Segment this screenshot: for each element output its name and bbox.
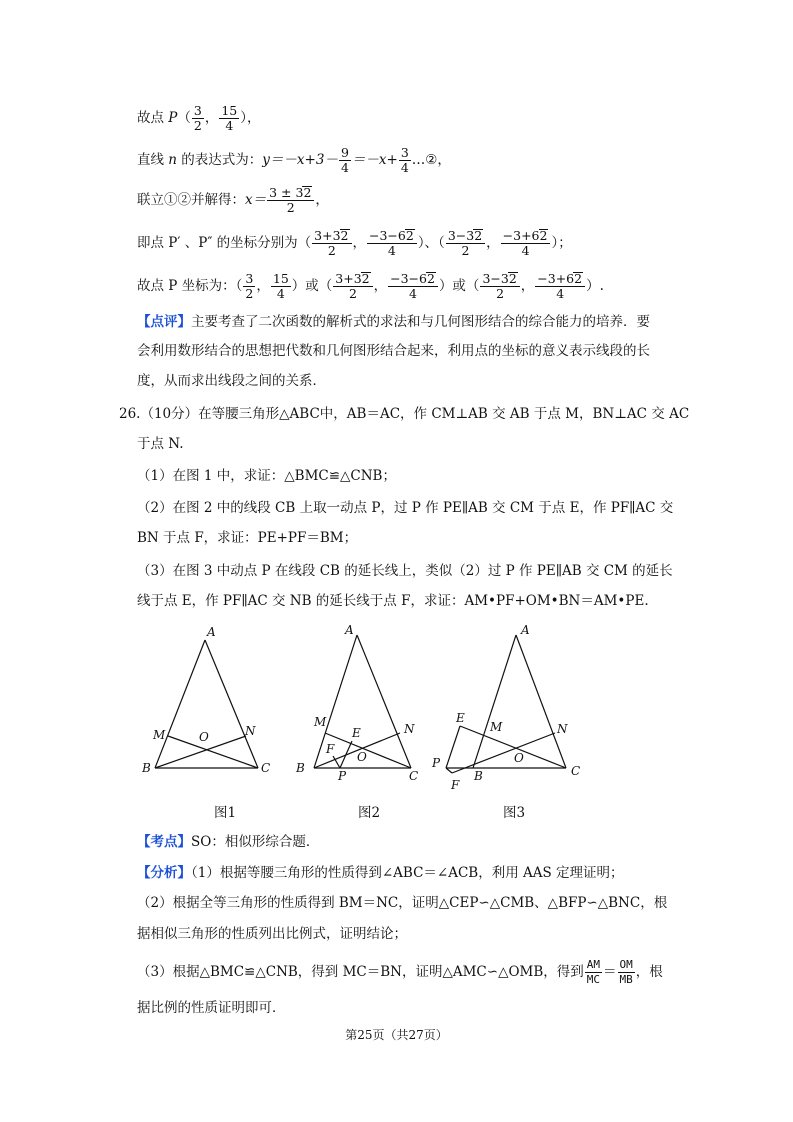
question-26-line-2: 于点 N.	[137, 436, 184, 452]
sqrt: 2	[426, 271, 435, 286]
den: 4	[400, 160, 409, 175]
num: 9	[340, 145, 349, 160]
fig1-label-a: A	[207, 625, 216, 639]
fig3-label-o: O	[514, 751, 524, 765]
fig2-label-e: E	[352, 726, 361, 740]
fraction	[267, 186, 314, 215]
comma: ，	[204, 110, 219, 126]
equation: ＝－x+	[351, 152, 398, 168]
comma: ，	[256, 278, 270, 294]
den: MC	[586, 973, 601, 986]
text: ）、（	[417, 235, 445, 251]
equals: ＝	[603, 964, 617, 980]
fraction	[243, 272, 255, 301]
sqrt: 2	[574, 271, 583, 286]
fig3-side-ac	[516, 635, 566, 768]
fraction	[618, 958, 635, 987]
den: 4	[521, 243, 530, 258]
fraction	[192, 104, 204, 133]
analysis-line-4	[137, 958, 663, 987]
sqrt: 2	[303, 185, 312, 200]
fig1-label-o: O	[199, 730, 209, 744]
fig2-label-p: P	[338, 769, 347, 783]
fig3-label-e: E	[456, 711, 465, 725]
fig3-label-b: B	[474, 769, 483, 783]
den: 4	[276, 286, 285, 301]
fraction	[446, 229, 485, 258]
line-point-p	[137, 104, 261, 133]
var-n: n	[168, 152, 177, 168]
fig1-label-b: B	[142, 761, 151, 775]
fig3-label-c: C	[571, 764, 581, 778]
fig3-pe	[446, 726, 460, 768]
var-x: x＝	[245, 192, 267, 208]
text: ）或（	[438, 278, 480, 294]
page-footer: 第25页（共27页）	[345, 1028, 448, 1042]
text: 故点	[137, 110, 169, 126]
sqrt: 2	[405, 228, 414, 243]
text: 直线	[137, 152, 169, 168]
den: 4	[340, 160, 349, 175]
fig2-pe	[340, 741, 352, 768]
figure-1	[155, 640, 258, 768]
den: 2	[496, 286, 505, 301]
fig2-label-c: C	[409, 769, 419, 783]
question-26-part-3a: （3）在图 3 中动点 P 在线段 CB 的延长线上，类似（2）过 P 作 PE∥AB 交 CM 的延长	[137, 563, 673, 579]
fig2-side-ab	[314, 635, 357, 768]
fig2-label-b: B	[296, 761, 305, 775]
question-26-part-3b: 线于点 E，作 PF∥AC 交 NB 的延长线于点 F，求证：AM•PF+OM•BN＝AM•PE.	[137, 593, 649, 609]
sqrt: 2	[361, 271, 370, 286]
num-text: −3+6	[502, 228, 540, 243]
fig2-label-n: N	[404, 722, 415, 736]
fig1-caption: 图1	[214, 805, 237, 821]
var-p: P	[168, 110, 178, 126]
text: （3）根据△BMC≌△CNB，得到 MC＝BN，证明△AMC∽△OMB，得到	[137, 964, 584, 980]
text: 即点 P′ 、P″ 的坐标分别为（	[137, 235, 312, 251]
text: ，	[315, 192, 329, 208]
num	[367, 229, 417, 244]
num-text: −3−6	[390, 271, 427, 286]
question-26-part-2b: BN 于点 F，求证：PE+PF＝BM；	[137, 530, 358, 546]
analysis-line-2: （2）根据全等三角形的性质得到 BM＝NC，证明△CEP∽△CMB、△BFP∽△BNC，根	[137, 895, 668, 911]
num: 3	[193, 103, 202, 118]
num-text: 3−3	[447, 228, 475, 243]
num-text: −3−6	[369, 228, 406, 243]
fraction	[271, 272, 291, 301]
comma: ，	[486, 235, 500, 251]
fraction	[333, 272, 372, 301]
num	[480, 272, 519, 287]
fig1-label-n: N	[245, 724, 256, 738]
question-26-part-2a: （2）在图 2 中的线段 CB 上取一动点 P，过 P 作 PE∥AB 交 CM 于点 E，作 PF∥AC 交	[137, 500, 674, 516]
sqrt: 2	[508, 271, 517, 286]
kaodian-tag: 【考点】	[137, 834, 191, 850]
comment-tag: 【点评】	[137, 314, 191, 330]
den: 2	[348, 286, 357, 301]
den: 2	[461, 243, 470, 258]
analysis-line-3: 据相似三角形的性质列出比例式，证明结论；	[137, 926, 407, 942]
fraction	[535, 272, 585, 301]
figure-3	[446, 635, 566, 773]
fig2-label-a: A	[345, 623, 354, 637]
num: 15	[272, 271, 289, 286]
num	[501, 229, 551, 244]
text: 的表达式为：	[177, 152, 263, 168]
analysis-line-1	[137, 863, 624, 883]
num-text: −3+6	[537, 271, 575, 286]
num: AM	[586, 958, 601, 971]
fig3-nb-extended	[452, 733, 555, 773]
equation: y＝－x+3－	[262, 152, 338, 168]
num-text: 3+3	[335, 271, 362, 286]
text: SO：相似形综合题．	[191, 834, 320, 850]
text: （1）根据等腰三角形的性质得到∠ABC＝∠ACB，利用 AAS 定理证明；	[191, 865, 624, 881]
paren: （	[177, 110, 191, 126]
num: 15	[221, 103, 238, 118]
fig2-label-m: M	[314, 715, 327, 729]
fraction	[219, 104, 239, 133]
sqrt: 2	[474, 228, 483, 243]
fraction	[480, 272, 519, 301]
question-26-line-1: 26.（10分）在等腰三角形△ABC中，AB＝AC，作 CM⊥AB 交 AB 于点 M，BN⊥AC 交 AC	[119, 406, 690, 422]
fig3-label-n: N	[557, 722, 568, 736]
fig3-caption: 图3	[503, 805, 526, 821]
den: 2	[245, 286, 254, 301]
den: 2	[327, 243, 336, 258]
comment-line-1	[137, 312, 650, 332]
num: 3	[400, 145, 409, 160]
num	[535, 272, 585, 287]
num	[333, 272, 372, 287]
num	[388, 272, 438, 287]
text: 联立①②并解得：	[137, 192, 245, 208]
comment-line-3: 度，从而求出线段之间的关系．	[137, 373, 326, 389]
fig2-side-ac	[357, 635, 411, 768]
fig3-cm-extended	[460, 726, 566, 768]
num	[446, 229, 485, 244]
fraction	[501, 229, 551, 258]
line-coordinates	[137, 229, 572, 258]
text: ）；	[551, 235, 572, 251]
text: ）或（	[291, 278, 333, 294]
den: MB	[619, 973, 633, 986]
fraction	[399, 146, 411, 175]
sqrt: 2	[539, 228, 548, 243]
line-answer	[137, 272, 604, 301]
line-solve	[137, 186, 329, 215]
num	[312, 229, 351, 244]
comma: ，	[373, 278, 388, 294]
fig3-pf	[446, 768, 452, 773]
fig3-label-f: F	[451, 778, 460, 792]
num: 3	[245, 271, 254, 286]
den: 4	[556, 286, 565, 301]
fraction	[367, 229, 417, 258]
comment-line-2: 会利用数形结合的思想把代数和几何图形结合起来，利用点的坐标的意义表示线段的长	[137, 343, 650, 359]
analysis-tag: 【分析】	[137, 865, 191, 881]
fig2-label-o: O	[357, 750, 367, 764]
fig1-side-ac	[205, 640, 258, 768]
den: 4	[387, 243, 396, 258]
fig1-label-c: C	[261, 761, 271, 775]
fig2-cm	[325, 733, 411, 768]
fraction	[585, 958, 602, 987]
num: OM	[619, 958, 633, 971]
comma: ，	[520, 278, 535, 294]
den: 4	[225, 118, 234, 133]
fig3-label-p: P	[432, 756, 441, 770]
fig2-caption: 图2	[358, 805, 381, 821]
sqrt: 2	[340, 228, 349, 243]
text: …②，	[411, 152, 451, 168]
text: ，根	[635, 964, 663, 980]
num-text: 3−3	[482, 271, 509, 286]
paren: ），	[240, 110, 261, 126]
text: ）.	[586, 278, 604, 294]
line-expression-n	[137, 146, 451, 175]
fig3-label-a: A	[521, 623, 530, 637]
text: 主要考查了二次函数的解析式的求法和与几何图形结合的综合能力的培养．要	[191, 314, 650, 330]
fraction	[312, 229, 351, 258]
den: 2	[286, 200, 295, 215]
fig1-cm	[168, 736, 258, 768]
fig1-side-ab	[155, 640, 205, 768]
figures-svg	[0, 615, 793, 800]
fig3-label-m: M	[490, 720, 503, 734]
num-text: 3 ± 3	[269, 185, 304, 200]
num-text: 3+3	[314, 228, 341, 243]
kaodian-line	[137, 832, 319, 852]
text: 故点 P 坐标为：（	[137, 278, 243, 294]
fig1-label-m: M	[153, 728, 166, 742]
fig2-label-f: F	[326, 742, 335, 756]
question-26-part-1: （1）在图 1 中，求证：△BMC≌△CNB；	[137, 468, 396, 484]
comma: ，	[352, 235, 366, 251]
analysis-line-5: 据比例的性质证明即可．	[137, 1000, 286, 1016]
num	[267, 186, 314, 201]
den: 2	[193, 118, 202, 133]
fraction	[388, 272, 438, 301]
fraction	[339, 146, 351, 175]
den: 4	[409, 286, 417, 301]
fig3-side-ab	[473, 635, 516, 768]
